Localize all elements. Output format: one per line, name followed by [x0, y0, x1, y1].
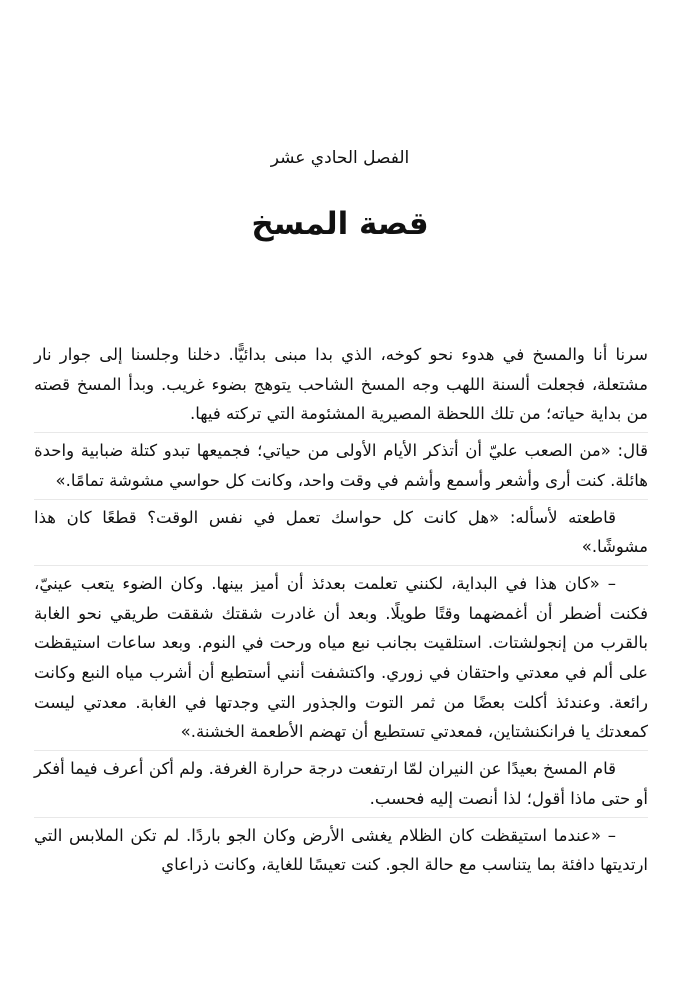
paragraph-4: – «كان هذا في البداية، لكنني تعلمت بعدئذ أن أميز بينها. وكان الضوء يتعب عينيّ، فكنت أضطر أن أغمضهما وقتًا طويلًا. وبعد أن غادرت شقتك شققت طريقي نحو الغابة بالقرب من إنجولشتات. استلقيت بجانب نبع مياه ورحت في النوم. وبعد ساعات استيقظت على ألم في معدتي واحتقان في زوري. واكتشفت أنني أستطيع أن أشرب مياه النبع وكانت رائعة. وعندئذ أكلت بعضًا من ثمر التوت والجذور التي وجدتها في الغابة. معدتي ليست كمعدتك يا فرانكنشتاين، فمعدتي تستطيع أن تهضم الأطعمة الخشنة.»: [34, 565, 648, 747]
paragraph-1: سرنا أنا والمسخ في هدوء نحو كوخه، الذي بدا مبنى بدائيًّا. دخلنا وجلسنا إلى جوار نار مشتعلة، فجعلت ألسنة اللهب وجه المسخ الشاحب يتوهج بضوء غريب. وبدأ المسخ قصته من بداية حياته؛ من تلك اللحظة المصيرية المشئومة التي تركته فيها.: [34, 345, 648, 424]
chapter-body: [34, 340, 648, 880]
chapter-number: الفصل الحادي عشر: [270, 148, 410, 168]
chapter-title: قصة المسخ: [251, 206, 429, 242]
paragraph-2: قال: «من الصعب عليّ أن أتذكر الأيام الأولى من حياتي؛ فجميعها تبدو كتلة ضبابية واحدة هائلة. كنت أرى وأشعر وأسمع وأشم في وقت واحد، وكانت كل حواسي مشوشة تمامًا.»: [34, 432, 648, 495]
paragraph-3: قاطعته لأسأله: «هل كانت كل حواسك تعمل في نفس الوقت؟ قطعًا كان هذا مشوشًا.»: [34, 499, 648, 562]
paragraph-6: – «عندما استيقظت كان الظلام يغشى الأرض وكان الجو باردًا. لم تكن الملابس التي ارتديتها دافئة بما يتناسب مع حالة الجو. كنت تعيسًا للغاية، وكانت ذراعاي: [34, 817, 648, 880]
paragraph-5: قام المسخ بعيدًا عن النيران لمّا ارتفعت درجة حرارة الغرفة. ولم أكن أعرف فيما أفكر أو حتى ماذا أقول؛ لذا أنصت إليه فحسب.: [34, 750, 648, 813]
